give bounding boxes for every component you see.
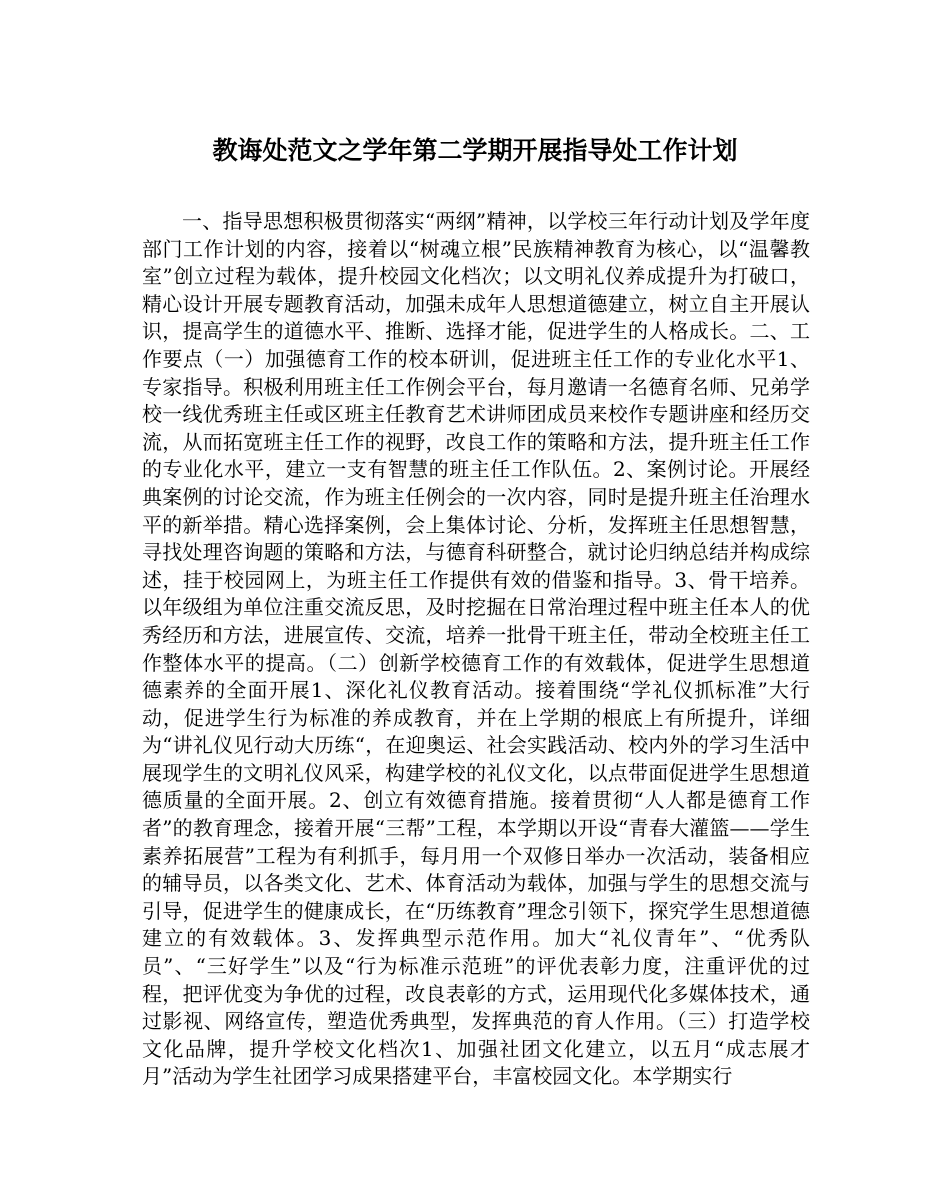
- document-title: 教诲处范文之学年第二学期开展指导处工作计划: [212, 136, 738, 165]
- document-body-paragraph: 一、指导思想积极贯彻落实“两纲”精神，以学校三年行动计划及学年度部门工作计划的内容，接着以“树魂立根”民族精神教育为核心，以“温馨教室”创立过程为载体，提升校园文化档次；以文明礼仪养成提升为打破口，精心设计开展专题教育活动，加强未成年人思想道德建立，树立自主开展认识，提高学生的道德水平、推断、选择才能，促进学生的人格成长。二、工作要点（一）加强德育工作的校本研训，促进班主任工作的专业化水平1、专家指导。积极利用班主任工作例会平台，每月邀请一名德育名师、兄弟学校一线优秀班主任或区班主任教育艺术讲师团成员来校作专题讲座和经历交流，从而拓宽班主任工作的视野，改良工作的策略和方法，提升班主任工作的专业化水平，建立一支有智慧的班主任工作队伍。2、案例讨论。开展经典案例的讨论交流，作为班主任例会的一次内容，同时是提升班主任治理水平的新举措。精心选择案例，会上集体讨论、分析，发挥班主任思想智慧，寻找处理咨询题的策略和方法，与德育科研整合，就讨论归纳总结并构成综述，挂于校园网上，为班主任工作提供有效的借鉴和指导。3、骨干培养。以年级组为单位注重交流反思，及时挖掘在日常治理过程中班主任本人的优秀经历和方法，进展宣传、交流，培养一批骨干班主任，带动全校班主任工作整体水平的提高。（二）创新学校德育工作的有效载体，促进学生思想道德素养的全面开展1、深化礼仪教育活动。接着围绕“学礼仪抓标准”大行动，促进学生行为标准的养成教育，并在上学期的根底上有所提升，详细为“讲礼仪见行动大历练“，在迎奥运、社会实践活动、校内外的学习生活中展现学生的文明礼仪风采，构建学校的礼仪文化，以点带面促进学生思想道德质量的全面开展。2、创立有效德育措施。接着贯彻“人人都是德育工作者”的教育理念，接着开展“三帮”工程，本学期以开设“青春大灌篮——学生素养拓展营”工程为有利抓手，每月用一个双修日举办一次活动，装备相应的辅导员，以各类文化、艺术、体育活动为载体，加强与学生的思想交流与引导，促进学生的健康成长，在“历练教育”理念引领下，探究学生思想道德建立的有效载体。3、发挥典型示范作用。加大“礼仪青年”、“优秀队员”、“三好学生”以及“行为标准示范班”的评优表彰力度，注重评优的过程，把评优变为争优的过程，改良表彰的方式，运用现代化多媒体技术，通过影视、网络宣传，塑造优秀典型，发挥典范的育人作用。（三）打造学校文化品牌，提升学校文化档次1、加强社团文化建立，以五月“成志展才月”活动为学生社团学习成果搭建平台，丰富校园文化。本学期实行: [142, 209, 810, 1089]
